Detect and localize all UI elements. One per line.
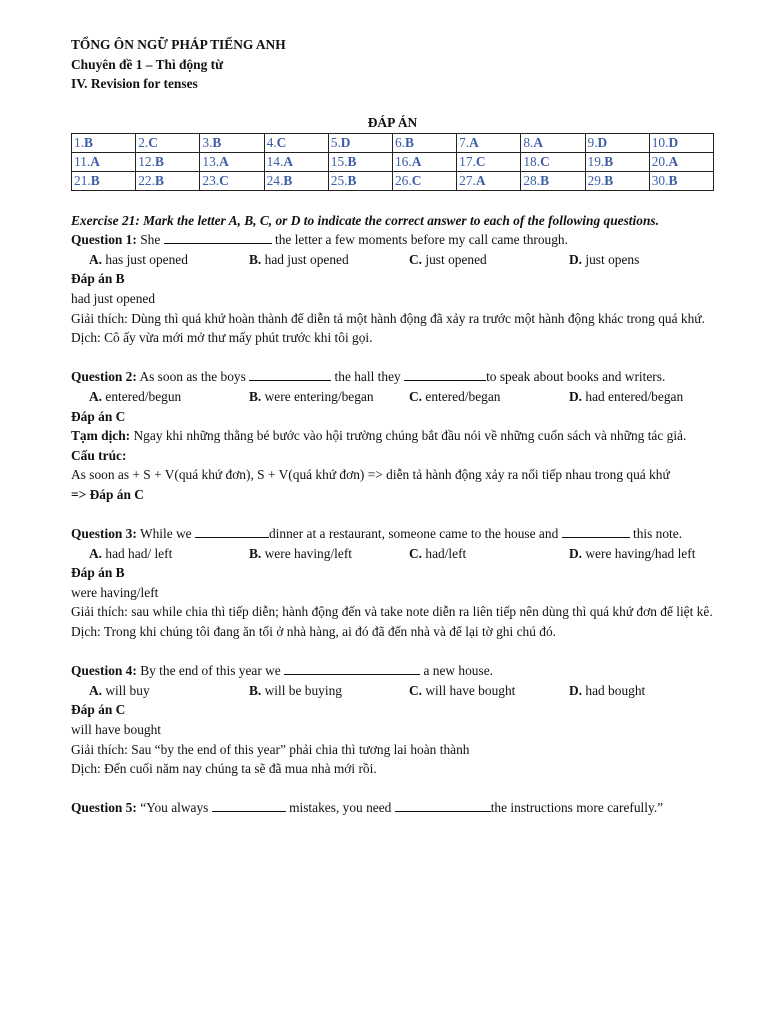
answer-key-cell xyxy=(264,171,328,190)
translation: Dịch: Trong khi chúng tôi đang ăn tối ở nhà hàng, ai đó đã đến nhà và để lại tờ ghi chú đó. xyxy=(71,624,556,640)
answer-number: 28. xyxy=(523,172,541,188)
answer-letter: A xyxy=(533,134,544,150)
answer-letter: B xyxy=(154,153,164,169)
answer-key-cell xyxy=(585,133,649,152)
answer-key-cell xyxy=(72,171,136,190)
exercise-instruction: Exercise 21: Mark the letter A, B, C, or D to indicate the correct answer to each of the following questions. xyxy=(71,212,659,228)
answer-blank xyxy=(249,367,331,381)
explanation: Giải thích: sau while chia thì tiếp diễn; hành động đến và take note diễn ra liên tiếp nên dùng thì quá khứ đơn để liệt kê. xyxy=(71,604,713,620)
answer-number: 25. xyxy=(330,172,348,188)
answer-key-cell xyxy=(392,171,456,190)
answer-key-cell xyxy=(136,171,200,190)
question-1-options xyxy=(71,250,721,270)
answer-letter: B xyxy=(154,172,164,188)
option-a: A. entered/begun xyxy=(89,388,182,404)
answer-number: 20. xyxy=(651,153,669,169)
question-3-options xyxy=(71,544,721,564)
answer-key-cell xyxy=(521,152,585,171)
option-b: B. were having/left xyxy=(249,545,353,561)
answer-number: 7. xyxy=(459,134,470,150)
answer-number: 4. xyxy=(266,134,277,150)
answer-key-cell xyxy=(328,171,392,190)
answer-blank xyxy=(395,798,491,812)
answer-text: had just opened xyxy=(71,290,156,306)
answer-key-cell xyxy=(457,171,521,190)
answer-letter: D xyxy=(668,134,679,150)
answer-key-cell xyxy=(521,171,585,190)
answer-key-cell xyxy=(457,152,521,171)
answer-number: 11. xyxy=(74,153,91,169)
conclusion: => Đáp án C xyxy=(71,486,144,502)
option-b: B. had just opened xyxy=(249,251,349,267)
answer-text: will have bought xyxy=(71,722,162,737)
answer-label: Đáp án B xyxy=(71,271,125,287)
answer-letter: B xyxy=(84,134,93,150)
answer-key-cell xyxy=(200,152,264,171)
answer-key-title: ĐÁP ÁN xyxy=(367,115,418,131)
answer-key-cell xyxy=(649,133,713,152)
answer-blank xyxy=(164,230,272,244)
answer-key-row xyxy=(72,152,714,171)
answer-letter: A xyxy=(668,153,679,169)
answer-number: 6. xyxy=(394,134,405,150)
option-a: A. will buy xyxy=(89,682,150,698)
document-title: TỔNG ÔN NGỮ PHÁP TIẾNG ANH xyxy=(71,37,286,52)
answer-key-cell xyxy=(457,133,521,152)
answer-letter: B xyxy=(540,172,549,188)
question-2-options xyxy=(71,387,721,407)
answer-letter: C xyxy=(148,134,158,150)
answer-letter: A xyxy=(90,153,100,169)
topic-heading: Chuyên đề 1 – Thì động từ xyxy=(71,56,224,72)
answer-letter: B xyxy=(604,172,614,188)
question-4: Question 4: By the end of this year we a new house. xyxy=(71,663,493,679)
answer-letter: B xyxy=(668,172,678,188)
answer-key-cell xyxy=(328,133,392,152)
answer-number: 8. xyxy=(523,134,534,150)
answer-number: 5. xyxy=(330,134,341,150)
answer-label: Đáp án C xyxy=(71,408,126,424)
answer-letter: D xyxy=(597,134,608,150)
answer-label: Đáp án B xyxy=(71,565,125,581)
answer-letter: A xyxy=(411,153,422,169)
answer-blank xyxy=(284,661,420,675)
answer-number: 10. xyxy=(651,134,669,150)
answer-key-cell xyxy=(585,171,649,190)
question-5: Question 5: “You always mistakes, you need the instructions more carefully.” xyxy=(71,800,664,816)
answer-key-cell xyxy=(392,152,456,171)
answer-number: 1. xyxy=(74,134,85,150)
answer-label: Đáp án C xyxy=(71,702,126,718)
answer-letter: B xyxy=(604,153,614,169)
answer-letter: C xyxy=(540,153,550,169)
explanation: Giải thích: Dùng thì quá khứ hoàn thành để diễn tả một hành động đã xảy ra trước một hành động khác trong quá khứ. xyxy=(71,310,705,326)
question-3: Question 3: While we dinner at a restaurant, someone came to the house and this note. xyxy=(71,526,683,542)
answer-number: 18. xyxy=(523,153,541,169)
answer-text: were having/left xyxy=(71,584,159,600)
answer-letter: A xyxy=(469,134,479,150)
answer-number: 17. xyxy=(459,153,476,169)
answer-letter: B xyxy=(212,134,222,150)
option-c: C. had/left xyxy=(409,545,467,561)
answer-key-cell xyxy=(264,133,328,152)
answer-number: 19. xyxy=(587,153,605,169)
answer-number: 24. xyxy=(266,172,284,188)
option-a: A. has just opened xyxy=(89,251,188,267)
answer-number: 22. xyxy=(138,172,155,188)
answer-key-cell xyxy=(521,133,585,152)
answer-number: 14. xyxy=(266,153,284,169)
answer-key-cell xyxy=(72,133,136,152)
answer-key-cell xyxy=(585,152,649,171)
option-d: D. had bought xyxy=(569,682,646,698)
answer-letter: C xyxy=(411,172,422,188)
answer-number: 21. xyxy=(74,172,91,188)
answer-number: 15. xyxy=(330,153,348,169)
structure-text: As soon as + S + V(quá khứ đơn), S + V(quá khứ đơn) => diễn tả hành động xảy ra nối tiếp nhau trong quá khứ xyxy=(71,467,670,483)
answer-letter: C xyxy=(219,172,229,188)
answer-key-cell xyxy=(136,152,200,171)
answer-number: 3. xyxy=(202,134,213,150)
answer-blank xyxy=(212,798,286,812)
answer-number: 2. xyxy=(138,134,149,150)
answer-letter: B xyxy=(90,172,100,188)
answer-number: 30. xyxy=(651,172,669,188)
answer-number: 27. xyxy=(459,172,476,188)
answer-key-table xyxy=(71,133,714,191)
answer-key-cell xyxy=(392,133,456,152)
answer-key-cell xyxy=(328,152,392,171)
question-2: Question 2: As soon as the boys the hall they to speak about books and writers. xyxy=(71,369,666,385)
answer-letter: B xyxy=(347,172,357,188)
structure-label: Cấu trúc: xyxy=(71,447,127,463)
section-heading: IV. Revision for tenses xyxy=(71,76,198,92)
answer-letter: A xyxy=(283,153,293,169)
question-1: Question 1: She the letter a few moments before my call came through. xyxy=(71,232,568,248)
answer-key-row xyxy=(72,133,714,152)
answer-number: 29. xyxy=(587,172,605,188)
answer-letter: A xyxy=(219,153,229,169)
answer-letter: C xyxy=(276,134,287,150)
answer-key-cell xyxy=(649,171,713,190)
document-page xyxy=(71,35,721,818)
answer-letter: D xyxy=(340,134,351,150)
answer-letter: B xyxy=(404,134,414,150)
answer-key-cell xyxy=(264,152,328,171)
answer-number: 9. xyxy=(587,134,598,150)
answer-letter: C xyxy=(475,153,486,169)
option-a: A. had had/ left xyxy=(89,545,173,561)
answer-number: 12. xyxy=(138,153,155,169)
answer-number: 26. xyxy=(394,172,412,188)
translation: Dịch: Cô ấy vừa mới mở thư mấy phút trước khi tôi gọi. xyxy=(71,330,373,346)
answer-number: 13. xyxy=(202,153,220,169)
answer-blank xyxy=(195,524,269,538)
answer-letter: B xyxy=(283,172,293,188)
translation: Dịch: Đến cuối năm nay chúng ta sẽ đã mua nhà mới rồi. xyxy=(71,761,377,777)
option-b: B. will be buying xyxy=(249,682,342,698)
answer-blank xyxy=(404,367,486,381)
answer-key-cell xyxy=(649,152,713,171)
option-c: C. entered/began xyxy=(409,388,501,404)
option-d: D. had entered/began xyxy=(569,388,684,404)
option-b: B. were entering/began xyxy=(249,388,374,404)
answer-key-cell xyxy=(200,171,264,190)
option-c: C. will have bought xyxy=(409,682,516,698)
answer-number: 16. xyxy=(394,153,412,169)
answer-key-cell xyxy=(200,133,264,152)
option-d: D. were having/had left xyxy=(569,545,696,561)
answer-number: 23. xyxy=(202,172,220,188)
answer-key-row xyxy=(72,171,714,190)
answer-key-cell xyxy=(136,133,200,152)
question-4-options xyxy=(71,681,721,701)
answer-blank xyxy=(562,524,630,538)
option-d: D. just opens xyxy=(569,251,640,267)
explanation: Giải thích: Sau “by the end of this year” phải chia thì tương lai hoàn thành xyxy=(71,741,470,757)
answer-letter: A xyxy=(475,172,486,188)
option-c: C. just opened xyxy=(409,251,487,267)
tam-dich: Tạm dịch: Ngay khi những thằng bé bước vào hội trường chúng bắt đầu nói về những cuốn sách và những tác giả. xyxy=(71,428,687,444)
answer-key-cell xyxy=(72,152,136,171)
answer-letter: B xyxy=(347,153,357,169)
